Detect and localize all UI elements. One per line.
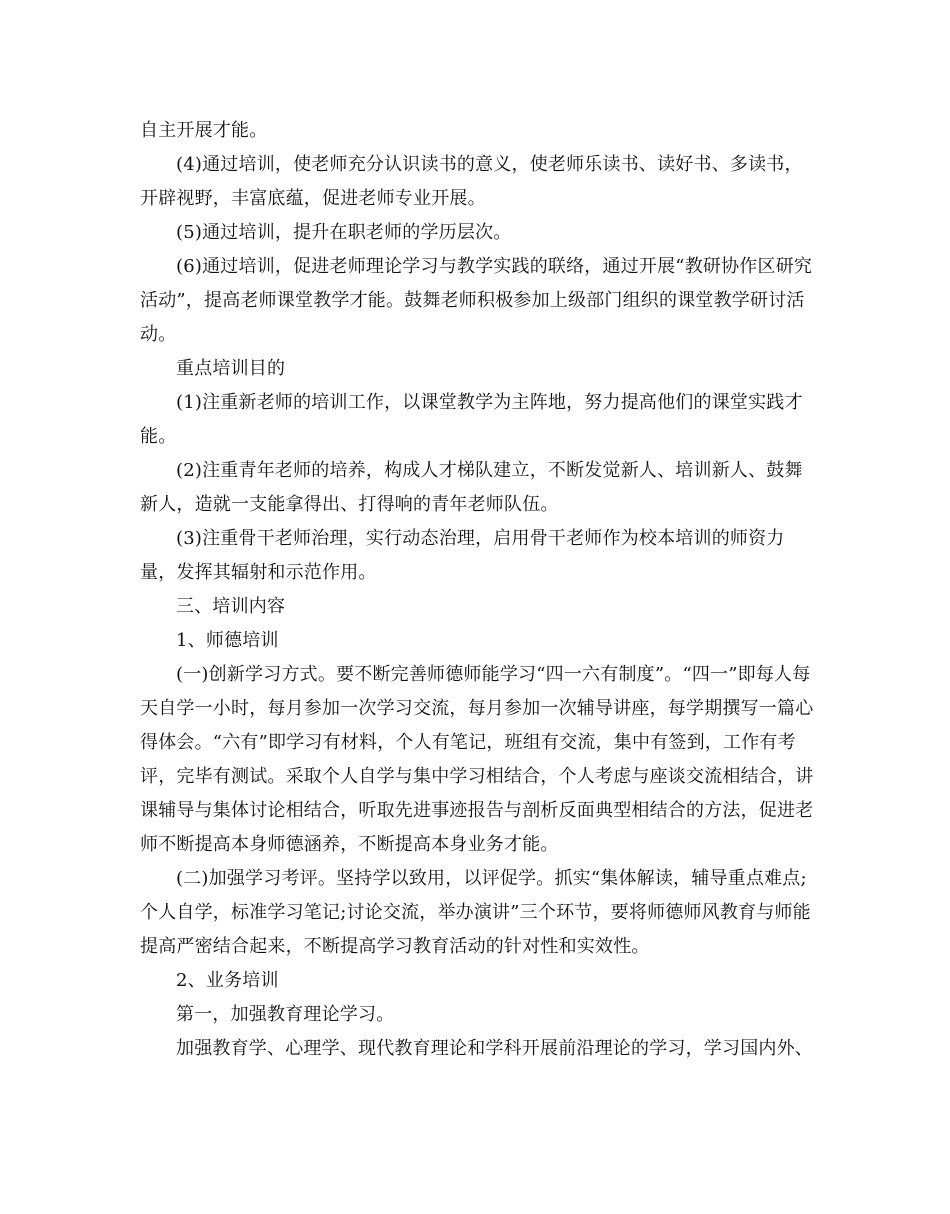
paragraph-7: (2)注重青年老师的培养，构成人才梯队建立，不断发觉新人、培训新人、鼓舞新人，造就一支能拿得出、打得响的青年老师队伍。 xyxy=(140,460,803,515)
paragraph-4: (6)通过培训，促进老师理论学习与教学实践的联络，通过开展“教研协作区研究活动”，提高老师课堂教学才能。鼓舞老师积极参加上级部门组织的课堂教学研讨活动。 xyxy=(140,256,813,345)
paragraph-9: 三、培训内容 xyxy=(176,596,286,617)
paragraph-14: 第一，加强教育理论学习。 xyxy=(176,1004,395,1025)
paragraph-2: (4)通过培训，使老师充分认识读书的意义，使老师乐读书、读好书、多读书，开辟视野，丰富底蕴，促进老师专业开展。 xyxy=(140,154,803,209)
document-body xyxy=(140,114,820,1066)
paragraph-3: (5)通过培训，提升在职老师的学历层次。 xyxy=(176,222,512,243)
paragraph-1: 自主开展才能。 xyxy=(140,120,268,141)
paragraph-15: 加强教育学、心理学、现代教育理论和学科开展前沿理论的学习，学习国内外、 xyxy=(176,1038,813,1059)
paragraph-11: (一)创新学习方式。要不断完善师德师能学习“四一六有制度”。“四一”即每人每天自学一小时，每月参加一次学习交流，每月参加一次辅导讲座，每学期撰写一篇心得体会。“六有”即学习有材料，个人有笔记，班组有交流，集中有签到，工作有考评，完毕有测试。采取个人自学与集中学习相结合，个人考虑与座谈交流相结合，讲课辅导与集体讨论相结合，听取先进事迹报告与剖析反面典型相结合的方法，促进老师不断提高本身师德涵养，不断提高本身业务才能。 xyxy=(140,664,814,855)
paragraph-12: (二)加强学习考评。坚持学以致用，以评促学。抓实“集体解读，辅导重点难点;个人自学，标准学习笔记;讨论交流，举办演讲”三个环节，要将师德师风教育与师能提高严密结合起来，不断提高学习教育活动的针对性和实效性。 xyxy=(140,868,811,957)
paragraph-8: (3)注重骨干老师治理，实行动态治理，启用骨干老师作为校本培训的师资力量，发挥其辐射和示范作用。 xyxy=(140,528,785,583)
paragraph-13: 2、业务培训 xyxy=(176,970,279,991)
paragraph-10: 1、师德培训 xyxy=(176,630,279,651)
paragraph-6: (1)注重新老师的培训工作，以课堂教学为主阵地，努力提高他们的课堂实践才能。 xyxy=(140,392,803,447)
paragraph-5: 重点培训目的 xyxy=(176,358,286,379)
